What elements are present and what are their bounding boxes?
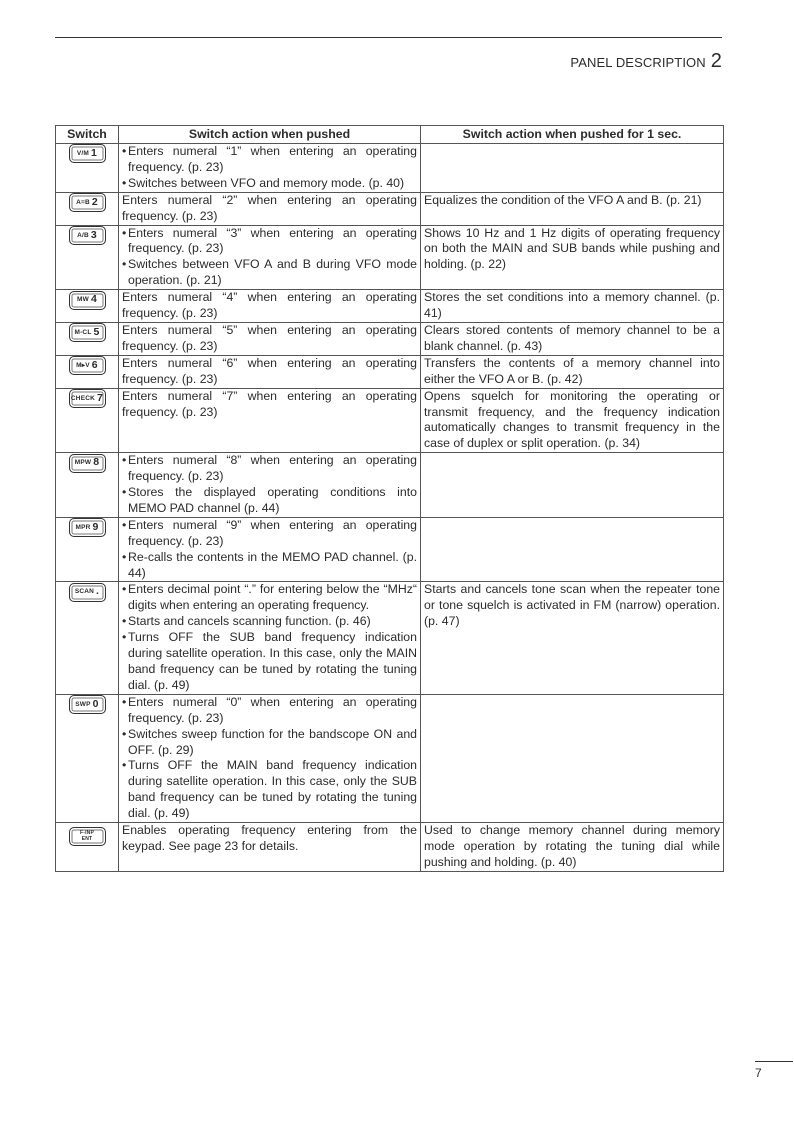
cell-text: Stores the set conditions into a memory channel. (p. 41) <box>424 290 720 321</box>
hold-action-cell <box>421 517 724 582</box>
list-item: • Re-calls the contents in the MEMO PAD channel. (p. 44) <box>122 550 417 582</box>
bullet-list <box>122 144 417 192</box>
key-icon <box>69 291 106 310</box>
table-header-row <box>56 126 724 144</box>
switch-cell <box>56 290 119 323</box>
top-rule <box>55 37 722 38</box>
table-row <box>56 144 724 193</box>
table-row <box>56 192 724 225</box>
key-label: A/B <box>77 231 89 239</box>
cell-text: Enters numeral “6” when entering an operating frequency. (p. 23) <box>122 355 417 386</box>
key-label: MW <box>77 296 89 304</box>
table-row <box>56 517 724 582</box>
hold-action-cell <box>421 355 724 388</box>
switch-cell <box>56 582 119 694</box>
list-item: • Enters numeral “9” when entering an operating frequency. (p. 23) <box>122 518 417 550</box>
list-item: • Stores the displayed operating conditions into MEMO PAD channel (p. 44) <box>122 485 417 517</box>
list-item: • Switches between VFO and memory mode. (p. 40) <box>122 176 417 192</box>
section-title <box>570 50 722 73</box>
key-icon <box>69 356 106 375</box>
key-label: M▸V <box>76 361 90 369</box>
list-item: • Enters decimal point “.” for entering below the “MHz“ digits when entering an operating frequency. <box>122 582 417 614</box>
table-row <box>56 694 724 822</box>
cell-text: Shows 10 Hz and 1 Hz digits of operating frequency on both the MAIN and SUB bands while pushing and holding. (p. 22) <box>424 225 720 272</box>
list-item: • Switches between VFO A and B during VFO mode operation. (p. 21) <box>122 257 417 289</box>
hold-action-cell <box>421 225 724 290</box>
key-label: SCAN <box>74 588 95 596</box>
hold-action-cell <box>421 823 724 872</box>
key-label: CHECK <box>70 394 96 402</box>
list-item: • Enters numeral “3” when entering an operating frequency. (p. 23) <box>122 226 417 258</box>
table-row <box>56 355 724 388</box>
key-icon <box>69 226 106 245</box>
key-digit: 3 <box>90 228 97 241</box>
key-digit: 5 <box>93 325 100 338</box>
key-label: A=B <box>76 198 90 206</box>
bullet-list <box>122 582 417 693</box>
key-icon <box>69 144 106 163</box>
hold-action-cell <box>421 290 724 323</box>
hold-action-cell <box>421 388 724 453</box>
key-digit: 8 <box>93 456 100 469</box>
cell-text: Transfers the contents of a memory channel into either the VFO A or B. (p. 42) <box>424 355 720 386</box>
page-number: 7 <box>755 1066 762 1080</box>
bullet-list <box>122 226 417 290</box>
bullet-list <box>122 453 417 517</box>
key-label: MPW <box>74 459 92 467</box>
key-icon <box>69 454 106 473</box>
key-icon <box>69 827 106 846</box>
push-action-cell <box>119 144 421 193</box>
chapter-number: 2 <box>710 50 722 72</box>
list-item: • Starts and cancels scanning function. (p. 46) <box>122 614 417 630</box>
key-icon <box>69 389 106 408</box>
key-icon <box>69 583 106 602</box>
key-digit: 2 <box>91 195 98 208</box>
push-action-cell <box>119 694 421 822</box>
list-item: • Turns OFF the MAIN band frequency indication during satellite operation. In this case, only the SUB band frequency can be tuned by rotating the tuning dial. (p. 49) <box>122 758 417 822</box>
push-action-cell <box>119 290 421 323</box>
key-digit: 7 <box>97 391 104 404</box>
hold-action-cell <box>421 694 724 822</box>
key-digit: 9 <box>92 520 99 533</box>
bullet-list <box>122 695 417 822</box>
switch-cell <box>56 694 119 822</box>
key-icon <box>69 323 106 342</box>
key-label: V/M <box>76 150 90 157</box>
push-action-cell <box>119 823 421 872</box>
cell-text: Used to change memory channel during memory mode operation by rotating the tuning dial while pushing and holding. (p. 40) <box>424 823 720 869</box>
table-row <box>56 388 724 453</box>
list-item: • Enters numeral “0” when entering an operating frequency. (p. 23) <box>122 695 417 727</box>
key-digit: 1 <box>91 147 98 159</box>
key-label: MPR <box>75 523 91 531</box>
list-item: • Switches sweep function for the bandscope ON and OFF. (p. 29) <box>122 727 417 759</box>
cell-text: Enters numeral “7” when entering an operating frequency. (p. 23) <box>122 388 417 419</box>
key-digit: . <box>96 585 100 598</box>
key-digit: 4 <box>90 293 97 306</box>
cell-text: Equalizes the condition of the VFO A and B. (p. 21) <box>424 192 702 207</box>
key-label: M-CL <box>74 328 92 336</box>
hold-action-cell <box>421 192 724 225</box>
hold-action-cell <box>421 453 724 518</box>
push-action-cell <box>119 192 421 225</box>
cell-text: Starts and cancels tone scan when the repeater tone or tone squelch is activated in FM (narrow) operation. (p. 47) <box>424 582 720 629</box>
key-icon <box>69 518 106 537</box>
cell-text: Enters numeral “4” when entering an operating frequency. (p. 23) <box>122 290 417 321</box>
bullet-list <box>122 518 417 582</box>
switch-cell <box>56 355 119 388</box>
key-label: F-INP <box>79 830 95 837</box>
key-digit: ENT <box>81 836 93 843</box>
switch-cell <box>56 225 119 290</box>
table-row <box>56 225 724 290</box>
cell-text: Clears stored contents of memory channel to be a blank channel. (p. 43) <box>424 322 720 353</box>
hold-action-cell <box>421 144 724 193</box>
key-icon <box>69 695 106 714</box>
push-action-cell <box>119 517 421 582</box>
hold-action-cell <box>421 322 724 355</box>
table-row <box>56 582 724 694</box>
table-body <box>56 144 724 872</box>
switch-cell <box>56 144 119 193</box>
list-item: • Turns OFF the SUB band frequency indication during satellite operation. In this case, only the MAIN band frequency can be tuned by rotating the tuning dial. (p. 49) <box>122 630 417 694</box>
list-item: • Enters numeral “8” when entering an operating frequency. (p. 23) <box>122 453 417 485</box>
cell-text: Enables operating frequency entering from the keypad. See page 23 for details. <box>122 823 417 853</box>
cell-text: Enters numeral “5” when entering an operating frequency. (p. 23) <box>122 322 417 353</box>
key-icon <box>69 193 106 212</box>
hold-action-cell <box>421 582 724 694</box>
switch-cell <box>56 823 119 872</box>
push-action-cell <box>119 355 421 388</box>
cell-text: Enters numeral “2” when entering an operating frequency. (p. 23) <box>122 192 417 223</box>
switch-cell <box>56 453 119 518</box>
switch-cell <box>56 322 119 355</box>
key-label: SWP <box>75 700 91 708</box>
push-action-cell <box>119 453 421 518</box>
table-row <box>56 453 724 518</box>
switch-cell <box>56 517 119 582</box>
switch-cell <box>56 388 119 453</box>
column-header-push: Switch action when pushed <box>119 126 421 144</box>
switch-table <box>55 125 724 872</box>
table-row <box>56 322 724 355</box>
switch-cell <box>56 192 119 225</box>
push-action-cell <box>119 225 421 290</box>
key-digit: 6 <box>91 358 98 371</box>
push-action-cell <box>119 388 421 453</box>
column-header-switch: Switch <box>56 126 119 144</box>
table-row <box>56 823 724 872</box>
push-action-cell <box>119 322 421 355</box>
table-row <box>56 290 724 323</box>
section-title-text: PANEL DESCRIPTION <box>570 55 706 70</box>
key-digit: 0 <box>92 697 99 710</box>
list-item: • Enters numeral “1” when entering an operating frequency. (p. 23) <box>122 144 417 176</box>
cell-text: Opens squelch for monitoring the operating or transmit frequency, and the frequency indication automatically changes to transmit frequency in the case of duplex or split operation. (p. 34) <box>424 388 720 451</box>
column-header-hold: Switch action when pushed for 1 sec. <box>421 126 724 144</box>
push-action-cell <box>119 582 421 694</box>
footer-rule <box>755 1061 793 1062</box>
